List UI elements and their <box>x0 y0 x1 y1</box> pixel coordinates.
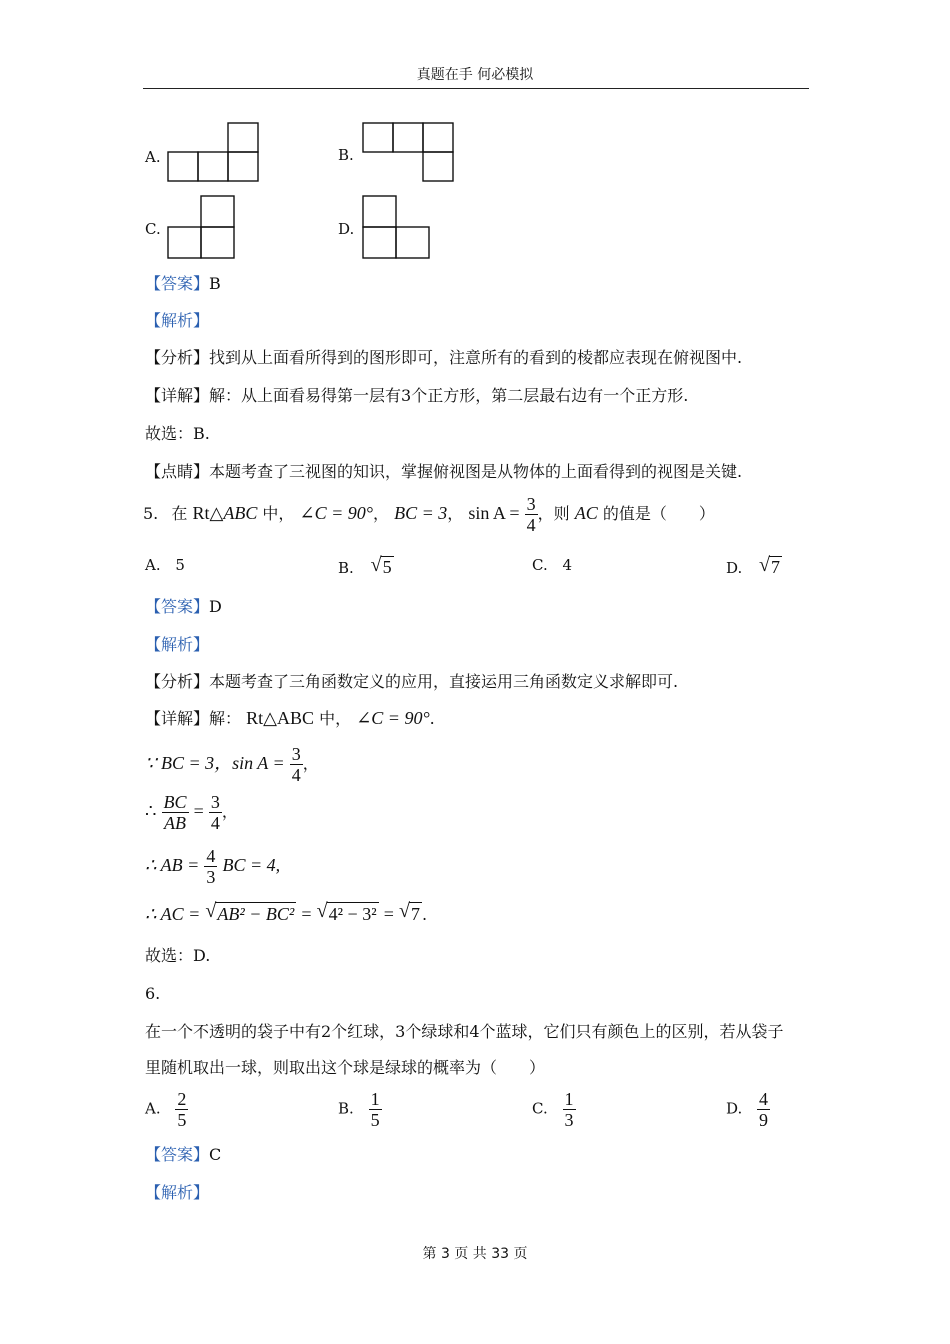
xiangjie-text: 解： <box>209 709 242 728</box>
step-expr: ∵ BC = 3，sin A = <box>145 753 285 773</box>
q4-analysis-tag: 【解析】 <box>145 311 210 330</box>
q5-option-d <box>726 556 782 578</box>
q5-option-b <box>338 556 394 578</box>
q5-number: 5. <box>143 504 159 523</box>
q5-analysis-tag: 【解析】 <box>145 635 210 654</box>
q6-answer-line <box>145 1144 221 1166</box>
fraction-denominator: 5 <box>177 1110 187 1130</box>
fraction-denominator: AB <box>164 813 187 833</box>
fraction-denominator: 9 <box>759 1110 769 1130</box>
sqrt-symbol-icon: √ <box>205 900 217 922</box>
option-label: C. <box>532 1099 548 1118</box>
q4-answer-line <box>145 273 221 295</box>
q4-option-b-label: B. <box>338 146 354 164</box>
radicand: AB² − BC² <box>217 904 295 924</box>
option-label: B. <box>338 1099 354 1118</box>
xiangjie-angle: ∠C = 90° <box>356 708 430 728</box>
q5-fenxi-line <box>145 671 678 693</box>
q6-stem-line1: 在一个不透明的袋子中有2个红球，3个绿球和4个蓝球，它们只有颜色上的区别，若从袋子 <box>145 1022 784 1041</box>
q4-option-a-label: A. <box>145 148 161 166</box>
fraction-denominator: 4 <box>526 515 536 535</box>
q6-analysis-tag: 【解析】 <box>145 1183 210 1202</box>
option-fraction <box>369 1089 382 1130</box>
step-expr: ∴ AC = <box>145 904 201 924</box>
header-rule <box>143 88 809 89</box>
radicand: 5 <box>382 557 392 577</box>
xiangjie-period: . <box>429 709 435 728</box>
fraction-denominator: 3 <box>206 867 216 887</box>
option-label: D. <box>726 1099 743 1118</box>
q5-angle-c: ∠C = 90° <box>299 503 373 523</box>
q5-abc: ABC <box>223 503 258 523</box>
step-end: ， <box>302 754 319 773</box>
fraction-numerator: 4 <box>206 846 216 866</box>
dianjing-tag: 【点睛】 <box>145 462 210 481</box>
answer-tag: 【答案】 <box>145 1145 210 1164</box>
q5-option-c <box>532 556 572 574</box>
option-label: B. <box>338 559 354 577</box>
answer-tag: 【答案】 <box>145 274 210 293</box>
q4-option-c-label: C. <box>145 220 161 238</box>
q6-option-a <box>145 1089 188 1130</box>
sqrt-symbol-icon: √ <box>759 554 771 576</box>
option-fraction <box>175 1089 188 1130</box>
q5-suffix: 的值是（ ） <box>602 504 715 523</box>
q4-option-d-figure <box>361 193 433 261</box>
option-fraction <box>563 1089 576 1130</box>
step-fraction <box>290 744 303 785</box>
q6-stem-line2: 里随机取出一球，则取出这个球是绿球的概率为（ ） <box>145 1058 546 1077</box>
q5-step3 <box>145 846 280 887</box>
fraction-numerator: BC <box>163 792 187 812</box>
page-footer-number: 第 3 页 共 33 页 <box>422 1246 528 1262</box>
step-end: ， <box>221 802 238 821</box>
option-value: 4 <box>562 556 573 574</box>
q5-answer-line <box>145 596 222 618</box>
sqrt-symbol-icon: √ <box>398 900 410 922</box>
page-header-title: 真题在手 何必模拟 <box>416 67 534 83</box>
q4-choose: 故选：B. <box>145 424 210 443</box>
q4-xiangjie-line <box>145 385 688 407</box>
sqrt-symbol-icon: √ <box>316 900 328 922</box>
q5-sin-a: sin A = <box>468 503 520 523</box>
fenxi-text: 本题考查了三角函数定义的应用，直接运用三角函数定义求解即可. <box>209 672 679 691</box>
step-equals: = <box>383 904 394 924</box>
xiangjie-tag: 【详解】 <box>145 709 210 728</box>
step-fraction <box>209 792 222 833</box>
xiangjie-text: 解：从上面看易得第一层有3个正方形，第二层最右边有一个正方形. <box>209 386 689 405</box>
fraction-numerator: 3 <box>210 792 220 812</box>
q5-bc-eq: BC = 3 <box>394 503 448 523</box>
q4-option-b-figure <box>361 120 457 184</box>
xiangjie-zhong: 中， <box>319 709 352 728</box>
q4-option-d-label: D. <box>338 220 355 238</box>
radicand: 7 <box>410 904 420 924</box>
q5-rt: Rt△ <box>192 503 224 523</box>
option-fraction <box>757 1089 770 1130</box>
q5-comma2: ， <box>447 504 464 523</box>
fraction-numerator: 2 <box>177 1089 187 1109</box>
sqrt-expression <box>317 902 379 925</box>
option-label: A. <box>145 556 161 574</box>
option-label: C. <box>532 556 548 574</box>
fenxi-text: 找到从上面看所得到的图形即可，注意所有的看到的棱都应表现在俯视图中. <box>209 348 743 367</box>
radicand: 7 <box>771 557 781 577</box>
q5-fraction <box>525 494 538 535</box>
sqrt-expression <box>759 556 782 578</box>
xiangjie-tag: 【详解】 <box>145 386 210 405</box>
q5-step2 <box>145 792 238 833</box>
q5-zhong: 中， <box>262 504 295 523</box>
step-end: . <box>421 905 428 924</box>
fraction-numerator: 3 <box>291 744 301 764</box>
q5-ze: ，则 <box>537 504 570 523</box>
answer-value: C <box>209 1145 222 1164</box>
radicand: 4² − 3² <box>328 904 377 924</box>
sqrt-expression <box>205 902 296 925</box>
q4-option-a-figure <box>166 120 262 184</box>
fraction-numerator: 4 <box>759 1089 769 1109</box>
q5-ac: AC <box>574 503 598 523</box>
fraction-denominator: 5 <box>370 1110 380 1130</box>
sqrt-expression <box>399 902 422 925</box>
fenxi-tag: 【分析】 <box>145 348 210 367</box>
step-fraction <box>162 792 189 833</box>
answer-tag: 【答案】 <box>145 597 210 616</box>
q5-comma1: ， <box>372 504 389 523</box>
option-label: A. <box>145 1099 161 1118</box>
fraction-numerator: 1 <box>564 1089 574 1109</box>
fraction-numerator: 1 <box>370 1089 380 1109</box>
sqrt-expression <box>371 556 394 578</box>
answer-value: B <box>209 274 221 293</box>
q5-stem-prefix: 在 <box>171 504 188 523</box>
q5-choose: 故选：D. <box>145 946 211 965</box>
option-value: 5 <box>175 556 185 574</box>
q4-option-c-figure <box>166 193 238 261</box>
q5-option-a <box>145 556 185 574</box>
q4-dianjing-line <box>145 461 742 483</box>
fraction-denominator: 4 <box>291 765 301 785</box>
step-expr-tail: BC = 4, <box>222 855 281 875</box>
q5-step1 <box>145 744 319 785</box>
answer-value: D <box>209 597 222 616</box>
fenxi-tag: 【分析】 <box>145 672 210 691</box>
q6-option-d <box>726 1089 770 1130</box>
step-therefore: ∴ <box>145 801 157 821</box>
step-equals: = <box>193 801 204 821</box>
q5-xiangjie-line <box>145 707 435 730</box>
step-fraction <box>204 846 217 887</box>
step-equals: = <box>301 904 312 924</box>
fraction-denominator: 4 <box>210 813 220 833</box>
q5-step4 <box>145 902 427 926</box>
q4-fenxi-line <box>145 347 742 369</box>
step-expr: ∴ AB = <box>145 855 200 875</box>
fraction-denominator: 3 <box>564 1110 574 1130</box>
q5-stem <box>143 494 715 535</box>
option-label: D. <box>726 559 743 577</box>
q6-option-b <box>338 1089 382 1130</box>
q6-option-c <box>532 1089 576 1130</box>
xiangjie-triangle: Rt△ABC <box>246 708 314 728</box>
dianjing-text: 本题考查了三视图的知识，掌握俯视图是从物体的上面看得到的视图是关键. <box>209 462 743 481</box>
sqrt-symbol-icon: √ <box>370 554 382 576</box>
q6-number: 6. <box>145 984 161 1003</box>
fraction-numerator: 3 <box>526 494 536 514</box>
